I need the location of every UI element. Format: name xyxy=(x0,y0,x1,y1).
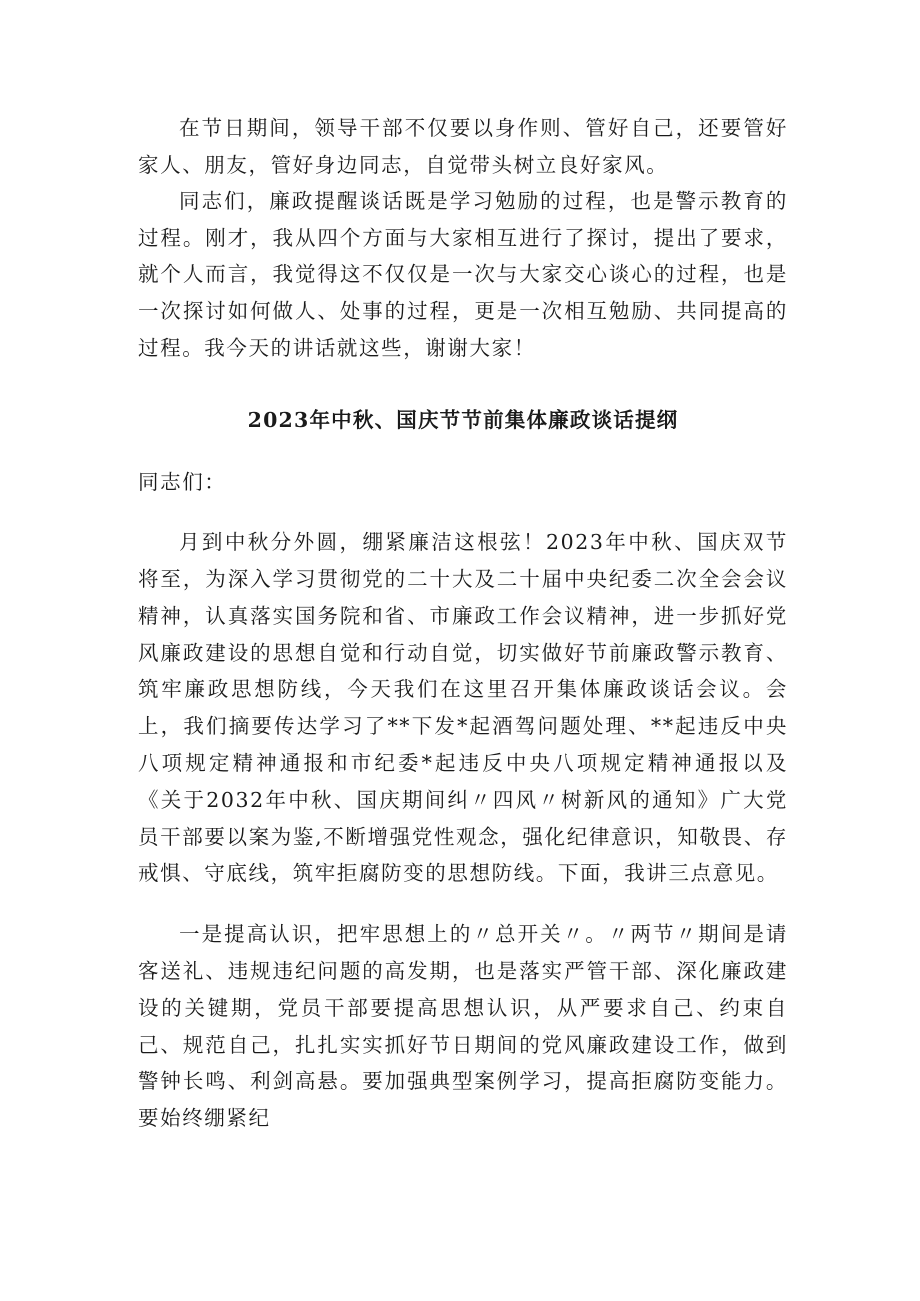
paragraph-point-one: 一是提高认识，把牢思想上的〃总开关〃。〃两节〃期间是请客送礼、违规违纪问题的高发期，也是落实严管干部、深化廉政建设的关键期，党员干部要提高思想认识，从严要求自己、约束自己、规范自己，扎扎实实抓好节日期间的党风廉政建设工作，做到警钟长鸣、利剑高悬。要加强典型案例学习，提高拒腐防变能力。要始终绷紧纪 xyxy=(138,922,788,1131)
paragraph-introduction: 月到中秋分外圆，绷紧廉洁这根弦！2023年中秋、国庆双节将至，为深入学习贯彻党的二十大及二十届中央纪委二次全会会议精神，认真落实国务院和省、市廉政工作会议精神，进一步抓好党风廉政建设的思想自觉和行动自觉，切实做好节前廉政警示教育、筑牢廉政思想防线，今天我们在这里召开集体廉政谈话会议。会上，我们摘要传达学习了**下发*起酒驾问题处理、**起违反中央八项规定精神通报和市纪委*起违反中央八项规定精神通报以及《关于2032年中秋、国庆期间纠〃四风〃树新风的通知》广大党员干部要以案为鉴,不断增强党性观念，强化纪律意识，知敬畏、存戒惧、守底线，筑牢拒腐防变的思想防线。下面，我讲三点意见。 xyxy=(138,530,788,886)
document-page xyxy=(138,110,788,1137)
paragraph-holiday-conduct: 在节日期间，领导干部不仅要以身作则、管好自己，还要管好家人、朋友，管好身边同志，自觉带头树立良好家风。 xyxy=(138,116,788,177)
body-section-point-one xyxy=(138,916,788,1137)
body-section xyxy=(138,524,788,892)
paragraph-closing-remarks: 同志们，廉政提醒谈话既是学习勉励的过程，也是警示教育的过程。刚才，我从四个方面与大家相互进行了探讨，提出了要求，就个人而言，我觉得这不仅仅是一次与大家交心谈心的过程，也是一次探讨如何做人、处事的过程，更是一次相互勉励、共同提高的过程。我今天的讲话就这些，谢谢大家！ xyxy=(138,189,788,360)
document-title: 2023年中秋、国庆节节前集体廉政谈话提纲 xyxy=(247,408,679,433)
salutation: 同志们： xyxy=(138,470,227,495)
